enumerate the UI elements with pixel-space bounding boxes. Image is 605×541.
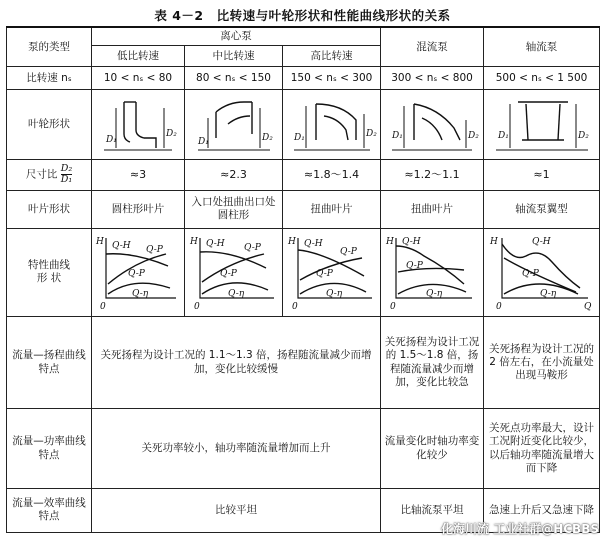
curve-low-drawing xyxy=(94,232,182,312)
size-ratio-denominator: D₁ xyxy=(60,174,73,186)
flow-power-mixed: 流量变化时轴功率变化较少 xyxy=(381,409,484,489)
curve-axial-qp: Q-P xyxy=(521,269,539,280)
axial-flow-header: 轴流泵 xyxy=(484,27,600,67)
mixed-flow-header: 混流泵 xyxy=(381,27,484,67)
flow-head-mixed: 关死扬程为设计工况的 1.5～1.8 倍，扬程随流量减少而增加，变化比较急 xyxy=(381,316,484,408)
impeller-low-d2: D₂ xyxy=(166,128,177,139)
curve-axial-qh: Q-H xyxy=(531,237,551,248)
size-ratio-medium: ≈2.3 xyxy=(185,159,283,190)
curve-axial-axis-q: Q xyxy=(583,302,591,313)
flow-efficiency-label: 流量—效率曲线特点 xyxy=(7,488,92,532)
impeller-axial-d2: D₂ xyxy=(577,130,589,141)
high-speed-header: 高比转速 xyxy=(283,46,381,67)
curve-axial-qeta: Q-η xyxy=(539,289,556,300)
impeller-mixed-d2: D₂ xyxy=(468,130,479,141)
size-ratio-axial: ≈1 xyxy=(484,159,600,190)
flow-efficiency-mixed: 比轴流泵平坦 xyxy=(381,488,484,532)
comparison-table xyxy=(6,26,600,533)
flow-head-label: 流量—扬程曲线特点 xyxy=(7,316,92,408)
curve-mixed-qp: Q-P xyxy=(406,261,423,272)
curve-medium-qeta: Q-η xyxy=(227,289,244,300)
curve-medium-axis-h: H xyxy=(189,237,198,248)
curve-medium-qp-top: Q-P xyxy=(243,243,261,254)
size-ratio-fraction xyxy=(61,164,72,185)
impeller-axial-cell xyxy=(484,90,600,159)
size-ratio-high: ≈1.8～1.4 xyxy=(283,159,381,190)
blade-shape-medium: 入口处扭曲出口处圆柱形 xyxy=(185,191,283,229)
impeller-mixed-cell xyxy=(381,90,484,159)
curve-high-qp-top: Q-P xyxy=(339,247,357,258)
curve-medium-qh: Q-H xyxy=(205,239,225,250)
size-ratio-low: ≈3 xyxy=(92,159,185,190)
curve-axial-origin: 0 xyxy=(495,302,502,313)
curve-mixed-qeta: Q-η xyxy=(426,289,443,300)
curve-medium-cell xyxy=(185,228,283,316)
impeller-high-d1: D₁ xyxy=(293,132,305,143)
curve-medium-origin: 0 xyxy=(193,302,200,313)
curve-mixed-axis-h: H xyxy=(386,237,394,248)
impeller-shape-label: 叶轮形状 xyxy=(7,90,92,159)
impeller-low-d1: D₁ xyxy=(106,134,117,145)
blade-shape-label: 叶片形状 xyxy=(7,191,92,229)
curve-axial-axis-h: H xyxy=(489,237,498,248)
curve-high-qp: Q-P xyxy=(315,269,333,280)
curve-axial-drawing xyxy=(488,232,596,312)
flow-power-label: 流量—功率曲线特点 xyxy=(7,409,92,489)
blade-shape-low: 圆柱形叶片 xyxy=(92,191,185,229)
impeller-mixed-d1: D₁ xyxy=(392,130,403,141)
flow-efficiency-axial: 急速上升后又急速下降 xyxy=(484,488,600,532)
curve-mixed-cell xyxy=(381,228,484,316)
specific-speed-high: 150 < nₛ < 300 xyxy=(283,67,381,90)
size-ratio-label xyxy=(7,159,92,190)
impeller-high-drawing xyxy=(286,94,378,156)
curve-high-cell xyxy=(283,228,381,316)
low-speed-header: 低比转速 xyxy=(92,46,185,67)
centrifugal-header: 离心泵 xyxy=(92,27,381,46)
flow-head-axial: 关死扬程为设计工况的 2 倍左右，在小流量处出现马鞍形 xyxy=(484,316,600,408)
curve-low-qeta: Q-η xyxy=(132,289,149,300)
medium-speed-header: 中比转速 xyxy=(185,46,283,67)
curve-shape-label xyxy=(7,228,92,316)
curve-mixed-drawing xyxy=(384,232,480,312)
curve-low-axis-h: H xyxy=(96,237,104,248)
table-title: 表 4－2 比转速与叶轮形状和性能曲线形状的关系 xyxy=(154,8,451,23)
curve-high-origin: 0 xyxy=(291,302,298,313)
impeller-low-drawing xyxy=(94,94,182,156)
curve-axial-cell xyxy=(484,228,600,316)
impeller-medium-drawing xyxy=(188,94,280,156)
specific-speed-label: 比转速 nₛ xyxy=(7,67,92,90)
impeller-medium-d1: D₁ xyxy=(197,136,209,147)
curve-mixed-qh: Q-H xyxy=(402,237,421,248)
curve-low-qh: Q-H xyxy=(112,241,131,252)
impeller-axial-drawing xyxy=(488,94,596,156)
curve-low-cell xyxy=(92,228,185,316)
pump-type-label: 泵的类型 xyxy=(7,27,92,67)
curve-medium-qp: Q-P xyxy=(219,269,237,280)
blade-shape-axial: 轴流泵翼型 xyxy=(484,191,600,229)
impeller-axial-d1: D₁ xyxy=(497,130,509,141)
blade-shape-mixed: 扭曲叶片 xyxy=(381,191,484,229)
curve-low-qp-top: Q-P xyxy=(146,245,163,256)
curve-medium-drawing xyxy=(188,232,280,312)
curve-low-origin: 0 xyxy=(100,302,106,313)
curve-low-qp: Q-P xyxy=(128,269,145,280)
curve-high-axis-h: H xyxy=(287,237,296,248)
impeller-high-cell xyxy=(283,90,381,159)
impeller-high-d2: D₂ xyxy=(365,128,377,139)
curve-high-drawing xyxy=(286,232,378,312)
curve-shape-label-line2: 形 状 xyxy=(36,272,62,285)
impeller-low-cell xyxy=(92,90,185,159)
curve-mixed-origin: 0 xyxy=(390,302,396,313)
impeller-medium-d2: D₂ xyxy=(261,132,273,143)
impeller-medium-cell xyxy=(185,90,283,159)
specific-speed-mixed: 300 < nₛ < 800 xyxy=(381,67,484,90)
watermark: 化海川流 工业社群@HCBBS xyxy=(441,522,599,536)
specific-speed-axial: 500 < nₛ < 1 500 xyxy=(484,67,600,90)
curve-shape-label-line1: 特性曲线 xyxy=(28,259,70,272)
curve-high-qh: Q-H xyxy=(303,239,323,250)
impeller-mixed-drawing xyxy=(384,94,480,156)
flow-efficiency-centrifugal: 比较平坦 xyxy=(92,488,381,532)
flow-power-centrifugal: 关死功率较小，轴功率随流量增加而上升 xyxy=(92,409,381,489)
specific-speed-medium: 80 < nₛ < 150 xyxy=(185,67,283,90)
specific-speed-low: 10 < nₛ < 80 xyxy=(92,67,185,90)
blade-shape-high: 扭曲叶片 xyxy=(283,191,381,229)
flow-power-axial: 关死点功率最大，设计工况附近变化比较少，以后轴功率随流量增大而下降 xyxy=(484,409,600,489)
flow-head-centrifugal: 关死扬程为设计工况的 1.1～1.3 倍，扬程随流量减少而增加，变化比较缓慢 xyxy=(92,316,381,408)
size-ratio-mixed: ≈1.2～1.1 xyxy=(381,159,484,190)
size-ratio-numerator: D₂ xyxy=(60,163,73,175)
size-ratio-prefix: 尺寸比 xyxy=(25,168,58,181)
curve-high-qeta: Q-η xyxy=(325,289,342,300)
